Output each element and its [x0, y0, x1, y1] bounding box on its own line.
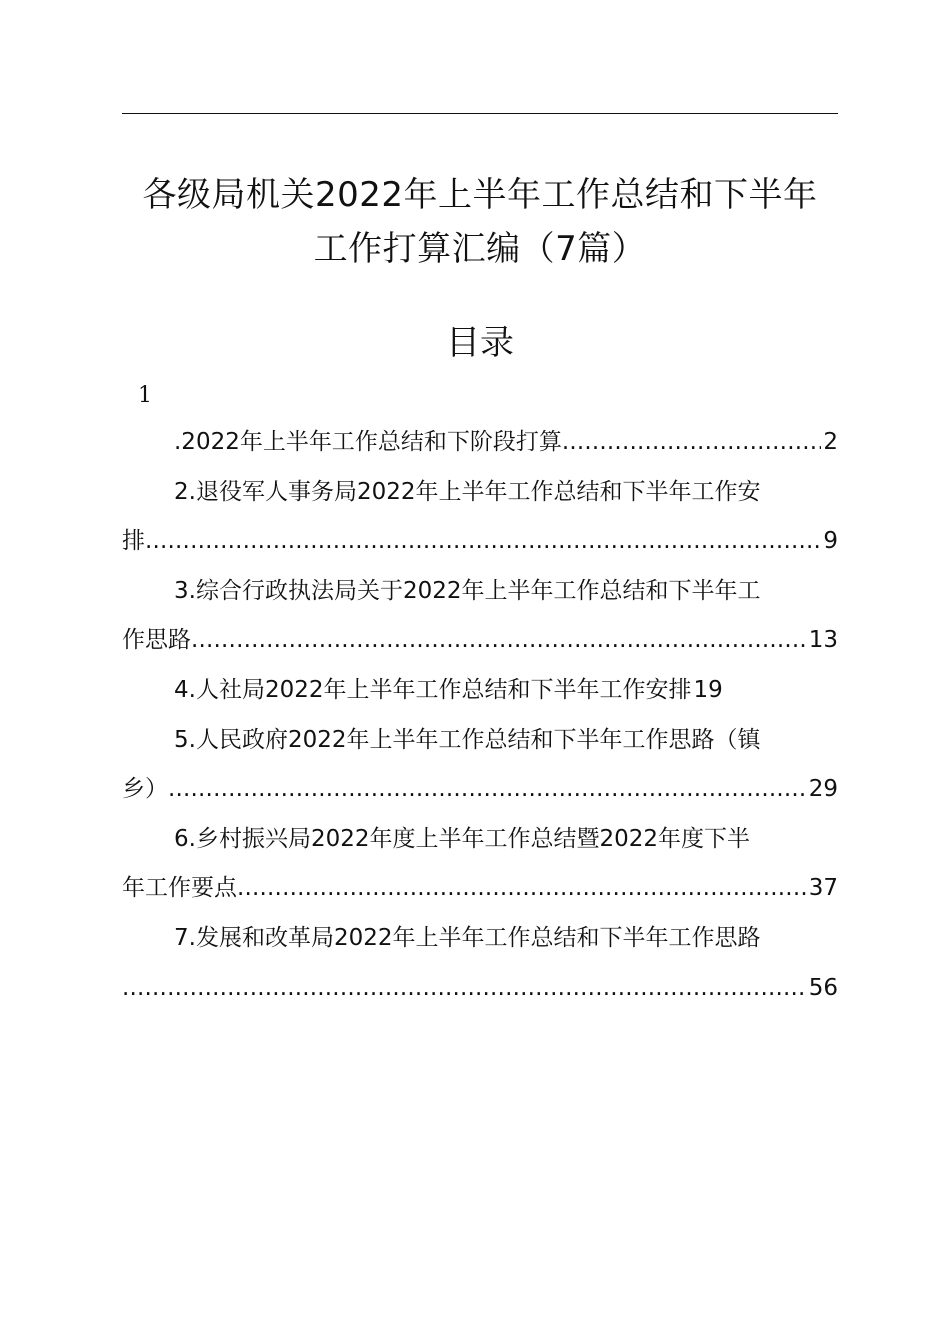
toc-entry-2[interactable] — [122, 468, 838, 567]
toc-entry-3[interactable] — [122, 567, 838, 666]
toc-entry-7[interactable] — [122, 914, 838, 1013]
toc-page-number: 13 — [808, 627, 838, 654]
toc-entry-title: 3.综合行政执法局关于2022年上半年工作总结和下半年工 — [174, 577, 761, 604]
toc-entry-4[interactable] — [122, 666, 838, 716]
document-title — [122, 168, 838, 276]
toc-marker: 1 — [138, 383, 152, 408]
toc-entry-title-continued: 年工作要点 — [122, 875, 237, 902]
toc-page-number: 29 — [808, 776, 838, 803]
toc-entry-6[interactable] — [122, 815, 838, 914]
header-rule — [122, 113, 838, 114]
toc-entry-title: 6.乡村振兴局2022年度上半年工作总结暨2022年度下半 — [174, 825, 751, 852]
toc-leader-dots — [237, 864, 807, 914]
toc-entry-title: 4.人社局2022年上半年工作总结和下半年工作安排 — [174, 676, 692, 703]
title-line-2: 工作打算汇编（7篇） — [313, 229, 647, 269]
toc-leader-dots — [145, 517, 821, 567]
toc-entry-title: 7.发展和改革局2022年上半年工作总结和下半年工作思路 — [174, 924, 761, 951]
toc-leader-dots — [122, 964, 807, 1014]
toc-entry-title-continued: 作思路 — [122, 627, 191, 654]
toc-entry-title: .2022年上半年工作总结和下阶段打算 — [174, 429, 562, 455]
toc-entry-1[interactable] — [122, 418, 838, 468]
toc-entry-title: 2.退役军人事务局2022年上半年工作总结和下半年工作安 — [174, 478, 761, 505]
table-of-contents — [122, 418, 838, 1013]
toc-page-number: 37 — [808, 875, 838, 902]
toc-heading: 目录 — [446, 323, 514, 363]
toc-leader-dots — [191, 616, 807, 666]
toc-entry-title: 5.人民政府2022年上半年工作总结和下半年工作思路（镇 — [174, 726, 761, 753]
toc-entry-title-continued: 乡） — [122, 776, 168, 803]
toc-leader-dots — [168, 765, 807, 815]
toc-page-number: 9 — [823, 528, 838, 555]
toc-entry-5[interactable] — [122, 716, 838, 815]
toc-entry-title-continued: 排 — [122, 528, 145, 555]
toc-leader-dots — [562, 418, 822, 468]
toc-page-number: 56 — [808, 974, 838, 1001]
title-line-1: 各级局机关2022年上半年工作总结和下半年 — [142, 175, 818, 215]
toc-page-number: 2 — [823, 429, 838, 455]
toc-page-number: 19 — [693, 676, 723, 703]
